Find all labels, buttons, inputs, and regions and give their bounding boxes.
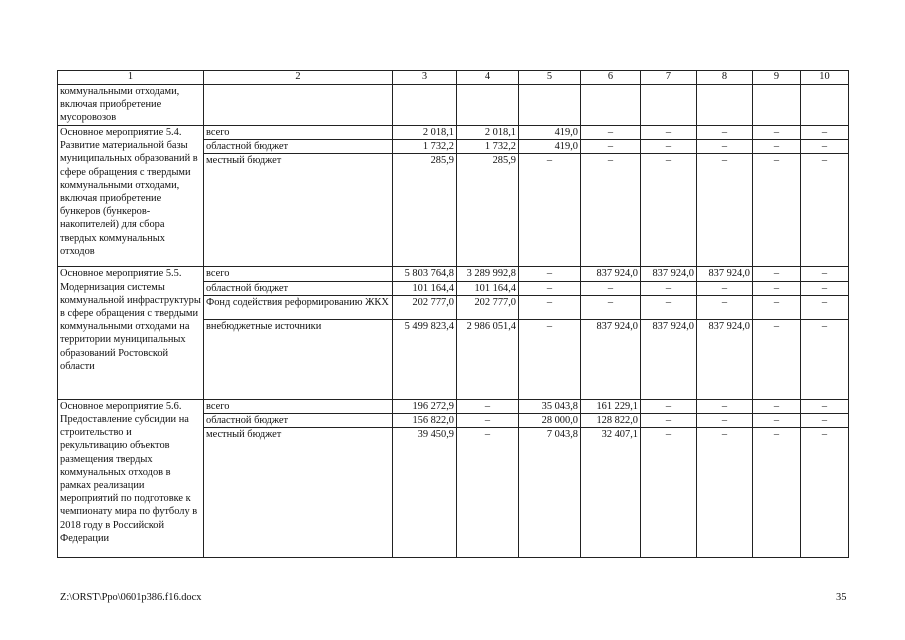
amount-cell (581, 85, 641, 126)
amount-cell: – (801, 126, 849, 140)
amount-cell: – (697, 281, 753, 295)
amount-cell: 202 777,0 (393, 295, 457, 319)
amount-cell: – (697, 140, 753, 154)
amount-cell (457, 85, 519, 126)
column-header: 1 (58, 71, 204, 85)
page-number: 35 (836, 592, 847, 603)
amount-cell: – (457, 399, 519, 413)
amount-cell: 837 924,0 (641, 267, 697, 281)
amount-cell: – (753, 126, 801, 140)
amount-cell: – (801, 319, 849, 399)
amount-cell: – (801, 428, 849, 558)
amount-cell: 2 986 051,4 (457, 319, 519, 399)
amount-cell: – (457, 428, 519, 558)
amount-cell: – (641, 399, 697, 413)
column-header: 9 (753, 71, 801, 85)
amount-cell (393, 85, 457, 126)
measure-name-cell: коммунальными отходами, включая приобретение мусоровозов (58, 85, 204, 126)
amount-cell: 7 043,8 (519, 428, 581, 558)
amount-cell: 32 407,1 (581, 428, 641, 558)
amount-cell: – (753, 319, 801, 399)
funding-source-cell (204, 85, 393, 126)
amount-cell: – (753, 140, 801, 154)
amount-cell: 1 732,2 (393, 140, 457, 154)
funding-source-cell: областной бюджет (204, 281, 393, 295)
amount-cell: – (457, 414, 519, 428)
amount-cell (641, 85, 697, 126)
funding-source-cell: всего (204, 399, 393, 413)
amount-cell: – (519, 295, 581, 319)
funding-source-cell: Фонд содействия реформированию ЖКХ (204, 295, 393, 319)
amount-cell: 196 272,9 (393, 399, 457, 413)
amount-cell: 28 000,0 (519, 414, 581, 428)
column-header: 6 (581, 71, 641, 85)
column-header: 5 (519, 71, 581, 85)
amount-cell: 101 164,4 (393, 281, 457, 295)
amount-cell: – (697, 414, 753, 428)
amount-cell: – (753, 295, 801, 319)
amount-cell: 837 924,0 (581, 319, 641, 399)
amount-cell: – (697, 295, 753, 319)
amount-cell: – (801, 154, 849, 267)
amount-cell: 35 043,8 (519, 399, 581, 413)
amount-cell: 3 289 992,8 (457, 267, 519, 281)
amount-cell: – (641, 154, 697, 267)
amount-cell: – (697, 399, 753, 413)
amount-cell: – (519, 267, 581, 281)
amount-cell: 285,9 (457, 154, 519, 267)
amount-cell: 39 450,9 (393, 428, 457, 558)
funding-source-cell: внебюджетные источники (204, 319, 393, 399)
amount-cell: – (641, 281, 697, 295)
table-row (58, 85, 849, 126)
amount-cell (697, 85, 753, 126)
amount-cell: – (581, 281, 641, 295)
column-header: 4 (457, 71, 519, 85)
amount-cell: 128 822,0 (581, 414, 641, 428)
funding-source-cell: всего (204, 267, 393, 281)
funding-source-cell: областной бюджет (204, 140, 393, 154)
amount-cell: – (697, 428, 753, 558)
budget-table (57, 70, 849, 558)
funding-source-cell: областной бюджет (204, 414, 393, 428)
amount-cell: – (801, 295, 849, 319)
amount-cell: – (753, 281, 801, 295)
amount-cell: 285,9 (393, 154, 457, 267)
amount-cell: 5 803 764,8 (393, 267, 457, 281)
column-header: 3 (393, 71, 457, 85)
amount-cell: 156 822,0 (393, 414, 457, 428)
measure-name-cell: Основное мероприятие 5.5. Модернизация системы коммунальной инфраструктуры в сфере обращения с твердыми коммунальными отходами на территории муниципальных образований Ростовской области (58, 267, 204, 399)
amount-cell: 419,0 (519, 140, 581, 154)
amount-cell: – (641, 414, 697, 428)
amount-cell: – (581, 295, 641, 319)
footer-file-path: Z:\ORST\Ppo\0601p386.f16.docx (60, 592, 202, 603)
amount-cell: – (753, 399, 801, 413)
amount-cell: – (753, 414, 801, 428)
amount-cell (519, 85, 581, 126)
amount-cell: 202 777,0 (457, 295, 519, 319)
amount-cell: 837 924,0 (641, 319, 697, 399)
column-header: 10 (801, 71, 849, 85)
table-row (58, 126, 849, 140)
amount-cell: – (581, 126, 641, 140)
amount-cell: – (641, 126, 697, 140)
amount-cell: – (519, 154, 581, 267)
amount-cell: – (801, 399, 849, 413)
amount-cell: 837 924,0 (697, 267, 753, 281)
funding-source-cell: местный бюджет (204, 428, 393, 558)
column-header: 2 (204, 71, 393, 85)
amount-cell: – (697, 154, 753, 267)
amount-cell: 419,0 (519, 126, 581, 140)
amount-cell: – (753, 267, 801, 281)
funding-source-cell: всего (204, 126, 393, 140)
table-row (58, 267, 849, 281)
measure-name-cell: Основное мероприятие 5.4. Развитие материальной базы муниципальных образований в сфере обращения с твердыми коммунальными отходами, включая приобретение бункеров (бункеров-накопителей) для сбора твердых коммунальных отходов (58, 126, 204, 267)
amount-cell: – (519, 281, 581, 295)
amount-cell: 5 499 823,4 (393, 319, 457, 399)
amount-cell: – (753, 428, 801, 558)
amount-cell: – (801, 414, 849, 428)
amount-cell: – (801, 140, 849, 154)
amount-cell: – (519, 319, 581, 399)
amount-cell: 837 924,0 (581, 267, 641, 281)
table-row (58, 399, 849, 413)
column-header: 8 (697, 71, 753, 85)
amount-cell: – (641, 295, 697, 319)
amount-cell: – (581, 154, 641, 267)
amount-cell: – (801, 281, 849, 295)
amount-cell: – (641, 140, 697, 154)
amount-cell: – (801, 267, 849, 281)
table-header-row (58, 71, 849, 85)
amount-cell: – (753, 154, 801, 267)
amount-cell: – (641, 428, 697, 558)
column-header: 7 (641, 71, 697, 85)
amount-cell: – (581, 140, 641, 154)
measure-name-cell: Основное мероприятие 5.6. Предоставление субсидии на строительство и рекультивацию объектов размещения твердых коммунальных отходов в рамках реализации мероприятий по подготовке к чемпионату мира по футболу в 2018 году в Российской Федерации (58, 399, 204, 557)
funding-source-cell: местный бюджет (204, 154, 393, 267)
amount-cell: 101 164,4 (457, 281, 519, 295)
amount-cell (753, 85, 801, 126)
amount-cell (801, 85, 849, 126)
amount-cell: 1 732,2 (457, 140, 519, 154)
amount-cell: 161 229,1 (581, 399, 641, 413)
amount-cell: 2 018,1 (393, 126, 457, 140)
amount-cell: 2 018,1 (457, 126, 519, 140)
amount-cell: – (697, 126, 753, 140)
amount-cell: 837 924,0 (697, 319, 753, 399)
